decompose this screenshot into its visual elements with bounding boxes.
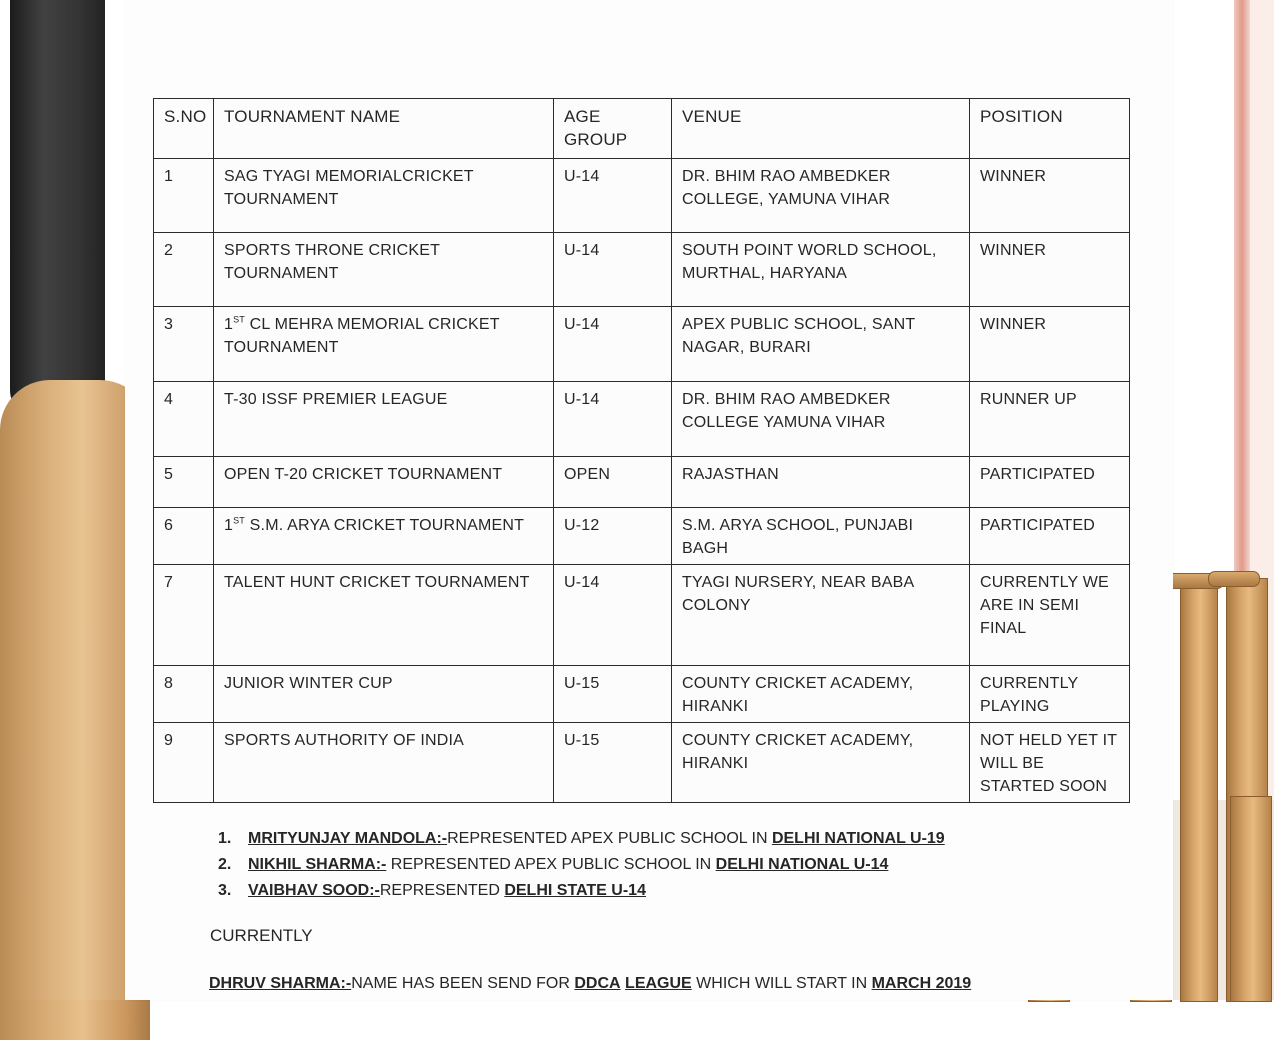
stump-middle [1180, 578, 1218, 1002]
note-text: REPRESENTED [379, 882, 505, 899]
final-note [209, 975, 971, 993]
table-row [154, 723, 1130, 803]
table-row [154, 307, 1130, 382]
cell-sno: 2 [154, 233, 214, 307]
cell-venue: DR. BHIM RAO AMBEDKER COLLEGE YAMUNA VIHAR [672, 382, 970, 457]
cell-sno: 7 [154, 565, 214, 666]
stump-front-right [1230, 796, 1272, 1002]
cell-age-group: U-12 [554, 508, 672, 565]
cell-tournament-name [214, 508, 554, 565]
decorative-stripe [1234, 0, 1250, 590]
table-row [154, 457, 1130, 508]
ordinal-number: 1 [224, 316, 234, 333]
ordinal-suffix: ST [233, 515, 246, 526]
cell-tournament-name [214, 159, 554, 233]
header-age-group: AGE GROUP [554, 99, 672, 159]
header-position: POSITION [970, 99, 1130, 159]
note-text: REPRESENTED APEX PUBLIC SCHOOL IN [447, 830, 772, 847]
cell-venue: COUNTY CRICKET ACADEMY, HIRANKI [672, 723, 970, 803]
cell-position: CURRENTLY PLAYING [970, 666, 1130, 723]
header-sno: S.NO [154, 99, 214, 159]
cell-sno: 4 [154, 382, 214, 457]
note-player-name: MRITYUNJAY MANDOLA:- [248, 830, 448, 847]
table-row [154, 233, 1130, 307]
cell-position: WINNER [970, 233, 1130, 307]
note-team: DELHI NATIONAL U-19 [771, 830, 945, 847]
final-text-2: WHICH WILL START IN [691, 975, 872, 992]
cell-tournament-name [214, 666, 554, 723]
note-team: DELHI NATIONAL U-14 [715, 856, 889, 873]
ordinal-number: 1 [224, 517, 234, 534]
bail-right [1208, 571, 1260, 587]
note-team: DELHI STATE U-14 [504, 882, 646, 899]
cell-position: WINNER [970, 159, 1130, 233]
final-ddca: DDCA [574, 975, 621, 992]
cell-sno: 9 [154, 723, 214, 803]
cell-tournament-name [214, 723, 554, 803]
cell-venue: APEX PUBLIC SCHOOL, SANT NAGAR, BURARI [672, 307, 970, 382]
tournament-name-text: SPORTS AUTHORITY OF INDIA [224, 732, 464, 749]
cell-sno: 3 [154, 307, 214, 382]
list-item [218, 878, 945, 904]
tournament-name-text: T-30 ISSF PREMIER LEAGUE [224, 391, 448, 408]
header-venue: VENUE [672, 99, 970, 159]
cell-age-group: OPEN [554, 457, 672, 508]
cell-age-group: U-14 [554, 233, 672, 307]
cell-position: PARTICIPATED [970, 457, 1130, 508]
list-item [218, 826, 945, 852]
header-tournament-name: TOURNAMENT NAME [214, 99, 554, 159]
cell-venue: COUNTY CRICKET ACADEMY, HIRANKI [672, 666, 970, 723]
cell-sno: 8 [154, 666, 214, 723]
note-text: REPRESENTED APEX PUBLIC SCHOOL IN [386, 856, 716, 873]
tournament-name-text: OPEN T-20 CRICKET TOURNAMENT [224, 466, 503, 483]
final-player-name: DHRUV SHARMA:- [209, 975, 352, 992]
cell-age-group: U-14 [554, 565, 672, 666]
tournament-results-table [153, 98, 1130, 803]
cell-venue: S.M. ARYA SCHOOL, PUNJABI BAGH [672, 508, 970, 565]
cell-sno: 5 [154, 457, 214, 508]
cell-position: RUNNER UP [970, 382, 1130, 457]
note-player-name: VAIBHAV SOOD:- [248, 882, 380, 899]
cell-position: WINNER [970, 307, 1130, 382]
tournament-name-text: S.M. ARYA CRICKET TOURNAMENT [249, 517, 525, 534]
tournament-name-text: SAG TYAGI MEMORIALCRICKET TOURNAMENT [224, 168, 474, 208]
background-fade [0, 0, 140, 1000]
currently-label: CURRENTLY [210, 926, 313, 945]
final-date: MARCH 2019 [871, 975, 972, 992]
player-representation-list [218, 826, 945, 904]
note-player-name: NIKHIL SHARMA:- [248, 856, 387, 873]
cell-tournament-name [214, 382, 554, 457]
cell-position: NOT HELD YET IT WILL BE STARTED SOON [970, 723, 1130, 803]
tournament-name-text: JUNIOR WINTER CUP [224, 675, 393, 692]
tournament-name-text: TALENT HUNT CRICKET TOURNAMENT [224, 574, 530, 591]
table-row [154, 159, 1130, 233]
cell-age-group: U-14 [554, 307, 672, 382]
cell-sno: 6 [154, 508, 214, 565]
table-header-row [154, 99, 1130, 159]
cell-venue: DR. BHIM RAO AMBEDKER COLLEGE, YAMUNA VIHAR [672, 159, 970, 233]
table-row [154, 565, 1130, 666]
final-text-1: NAME HAS BEEN SEND FOR [351, 975, 575, 992]
note-number: 1. [218, 830, 232, 847]
table-row [154, 382, 1130, 457]
tournament-name-text: CL MEHRA MEMORIAL CRICKET TOURNAMENT [224, 316, 500, 356]
cell-sno: 1 [154, 159, 214, 233]
cell-tournament-name [214, 307, 554, 382]
cell-venue: SOUTH POINT WORLD SCHOOL, MURTHAL, HARYANA [672, 233, 970, 307]
list-item [218, 852, 945, 878]
cell-venue: TYAGI NURSERY, NEAR BABA COLONY [672, 565, 970, 666]
cell-tournament-name [214, 565, 554, 666]
tournament-name-text: SPORTS THRONE CRICKET TOURNAMENT [224, 242, 440, 282]
table-row [154, 666, 1130, 723]
cell-position: PARTICIPATED [970, 508, 1130, 565]
cell-age-group: U-15 [554, 666, 672, 723]
ordinal-suffix: ST [233, 314, 246, 325]
cell-tournament-name [214, 457, 554, 508]
final-league: LEAGUE [625, 975, 692, 992]
table-row [154, 508, 1130, 565]
cell-age-group: U-15 [554, 723, 672, 803]
note-number: 3. [218, 882, 232, 899]
cell-tournament-name [214, 233, 554, 307]
cell-position: CURRENTLY WE ARE IN SEMI FINAL [970, 565, 1130, 666]
note-number: 2. [218, 856, 232, 873]
cell-age-group: U-14 [554, 382, 672, 457]
cell-age-group: U-14 [554, 159, 672, 233]
cell-venue: RAJASTHAN [672, 457, 970, 508]
